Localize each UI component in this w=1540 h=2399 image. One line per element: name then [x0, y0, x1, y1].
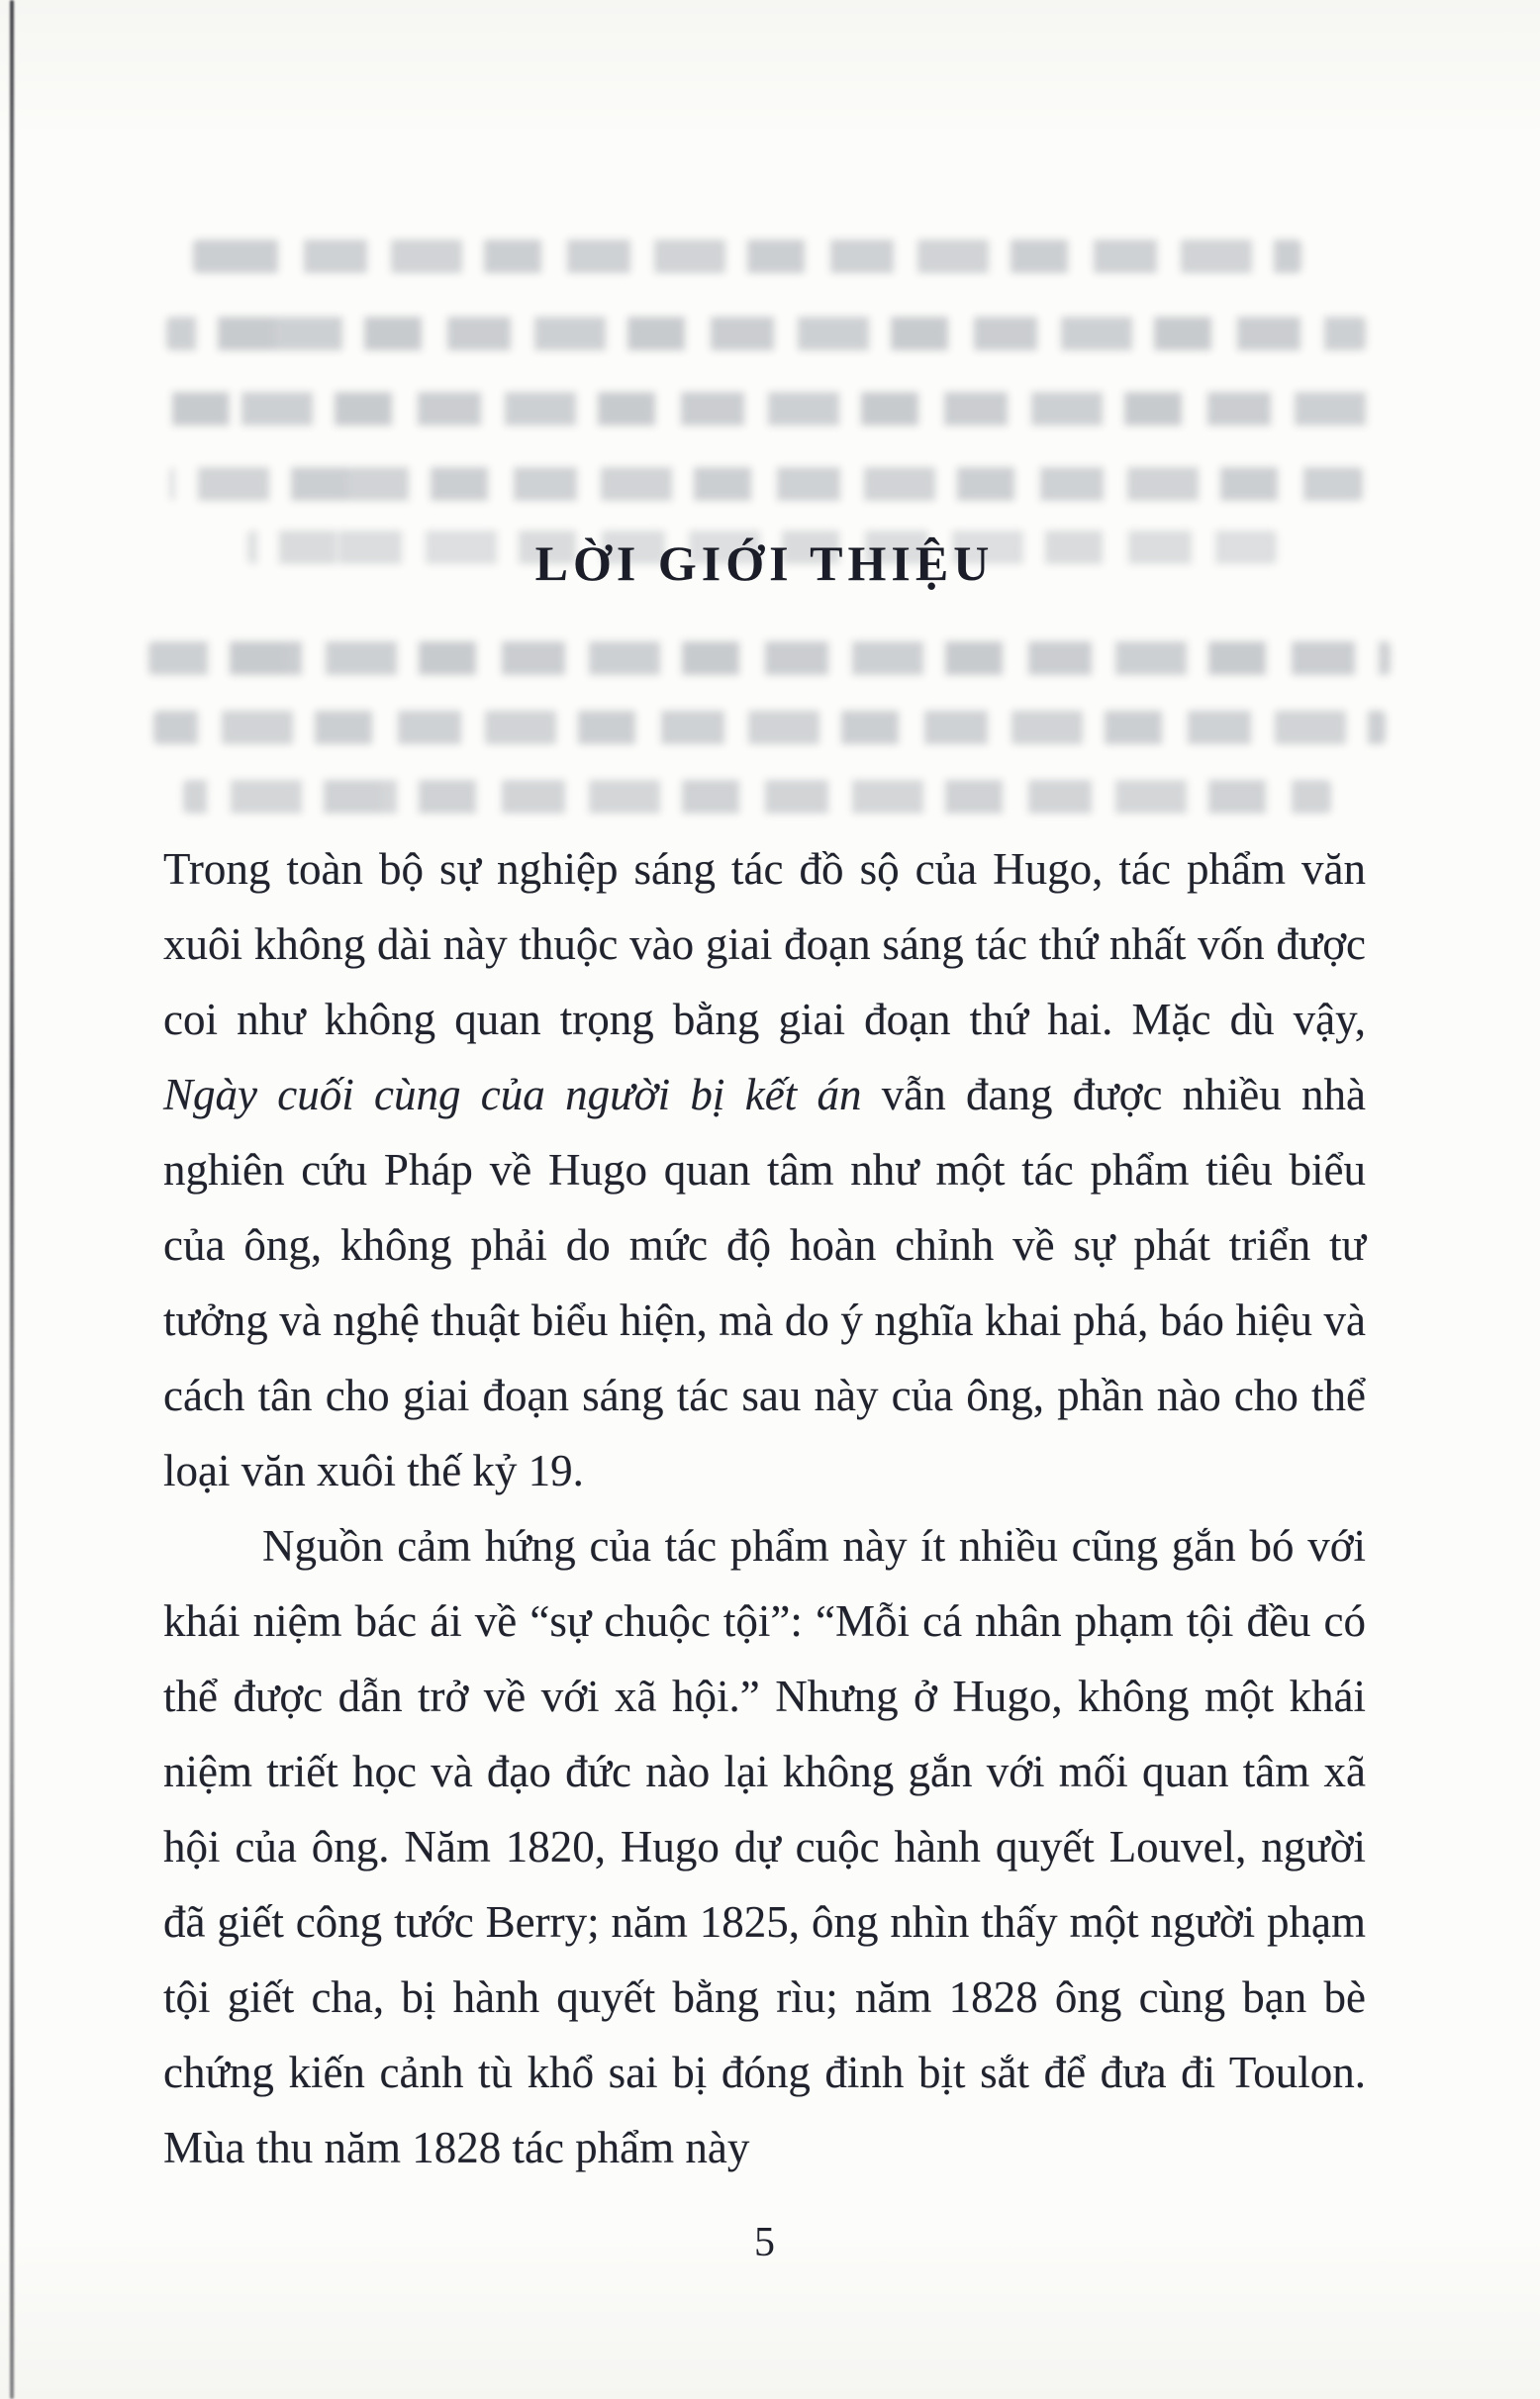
paragraph-text: vẫn đang được nhiều nhà nghiên cứu Pháp về Hugo quan tâm như một tác phẩm tiêu biểu của ông, không phải do mức độ hoàn chỉnh về sự phát triển tư tưởng và nghệ thuật biểu hiện, mà do ý nghĩa khai phá, báo hiệu và cách tân cho giai đoạn sáng tác sau này của ông, phần nào cho thể loại văn xuôi thế kỷ 19. — [163, 1070, 1366, 1495]
chapter-title: LỜI GIỚI THIỆU — [534, 535, 995, 591]
paragraph-text: Nguồn cảm hứng của tác phẩm này ít nhiều cũng gắn bó với khái niệm bác ái về “sự chuộc tội”: “Mỗi cá nhân phạm tội đều có thể được dẫn trở về với xã hội.” Nhưng ở Hugo, không một khái niệm triết học và đạo đức nào lại không gắn với mối quan tâm xã hội của ông. Năm 1820, Hugo dự cuộc hành quyết Louvel, người đã giết công tước Berry; năm 1825, ông nhìn thấy một người phạm tội giết cha, bị hành quyết bằng rìu; năm 1828 ông cùng bạn bè chứng kiến cảnh tù khổ sai bị đóng đinh bịt sắt để đưa đi Toulon. Mùa thu năm 1828 tác phẩm này — [163, 1521, 1366, 2172]
page-number: 5 — [754, 2220, 775, 2265]
bleedthrough-line — [183, 780, 1331, 814]
book-title-italic: Ngày cuối cùng của người bị kết án — [163, 1070, 862, 1119]
bleedthrough-line — [170, 467, 1363, 501]
bleedthrough-line — [193, 240, 1301, 273]
bleedthrough-line — [153, 711, 1386, 744]
paragraph — [163, 831, 1366, 1508]
paragraph-text: Trong toàn bộ sự nghiệp sáng tác đồ sộ của Hugo, tác phẩm văn xuôi không dài này thuộc vào giai đoạn sáng tác thứ nhất vốn được coi như không quan trọng bằng giai đoạn thứ hai. Mặc dù vậy, — [163, 844, 1366, 1044]
bleedthrough-line — [148, 641, 1391, 675]
scan-edge-shadow — [10, 0, 14, 2399]
bleedthrough-line — [166, 317, 1366, 350]
paragraph — [163, 1508, 1366, 2185]
body-text — [163, 831, 1366, 2185]
bleedthrough-line — [166, 392, 1382, 426]
